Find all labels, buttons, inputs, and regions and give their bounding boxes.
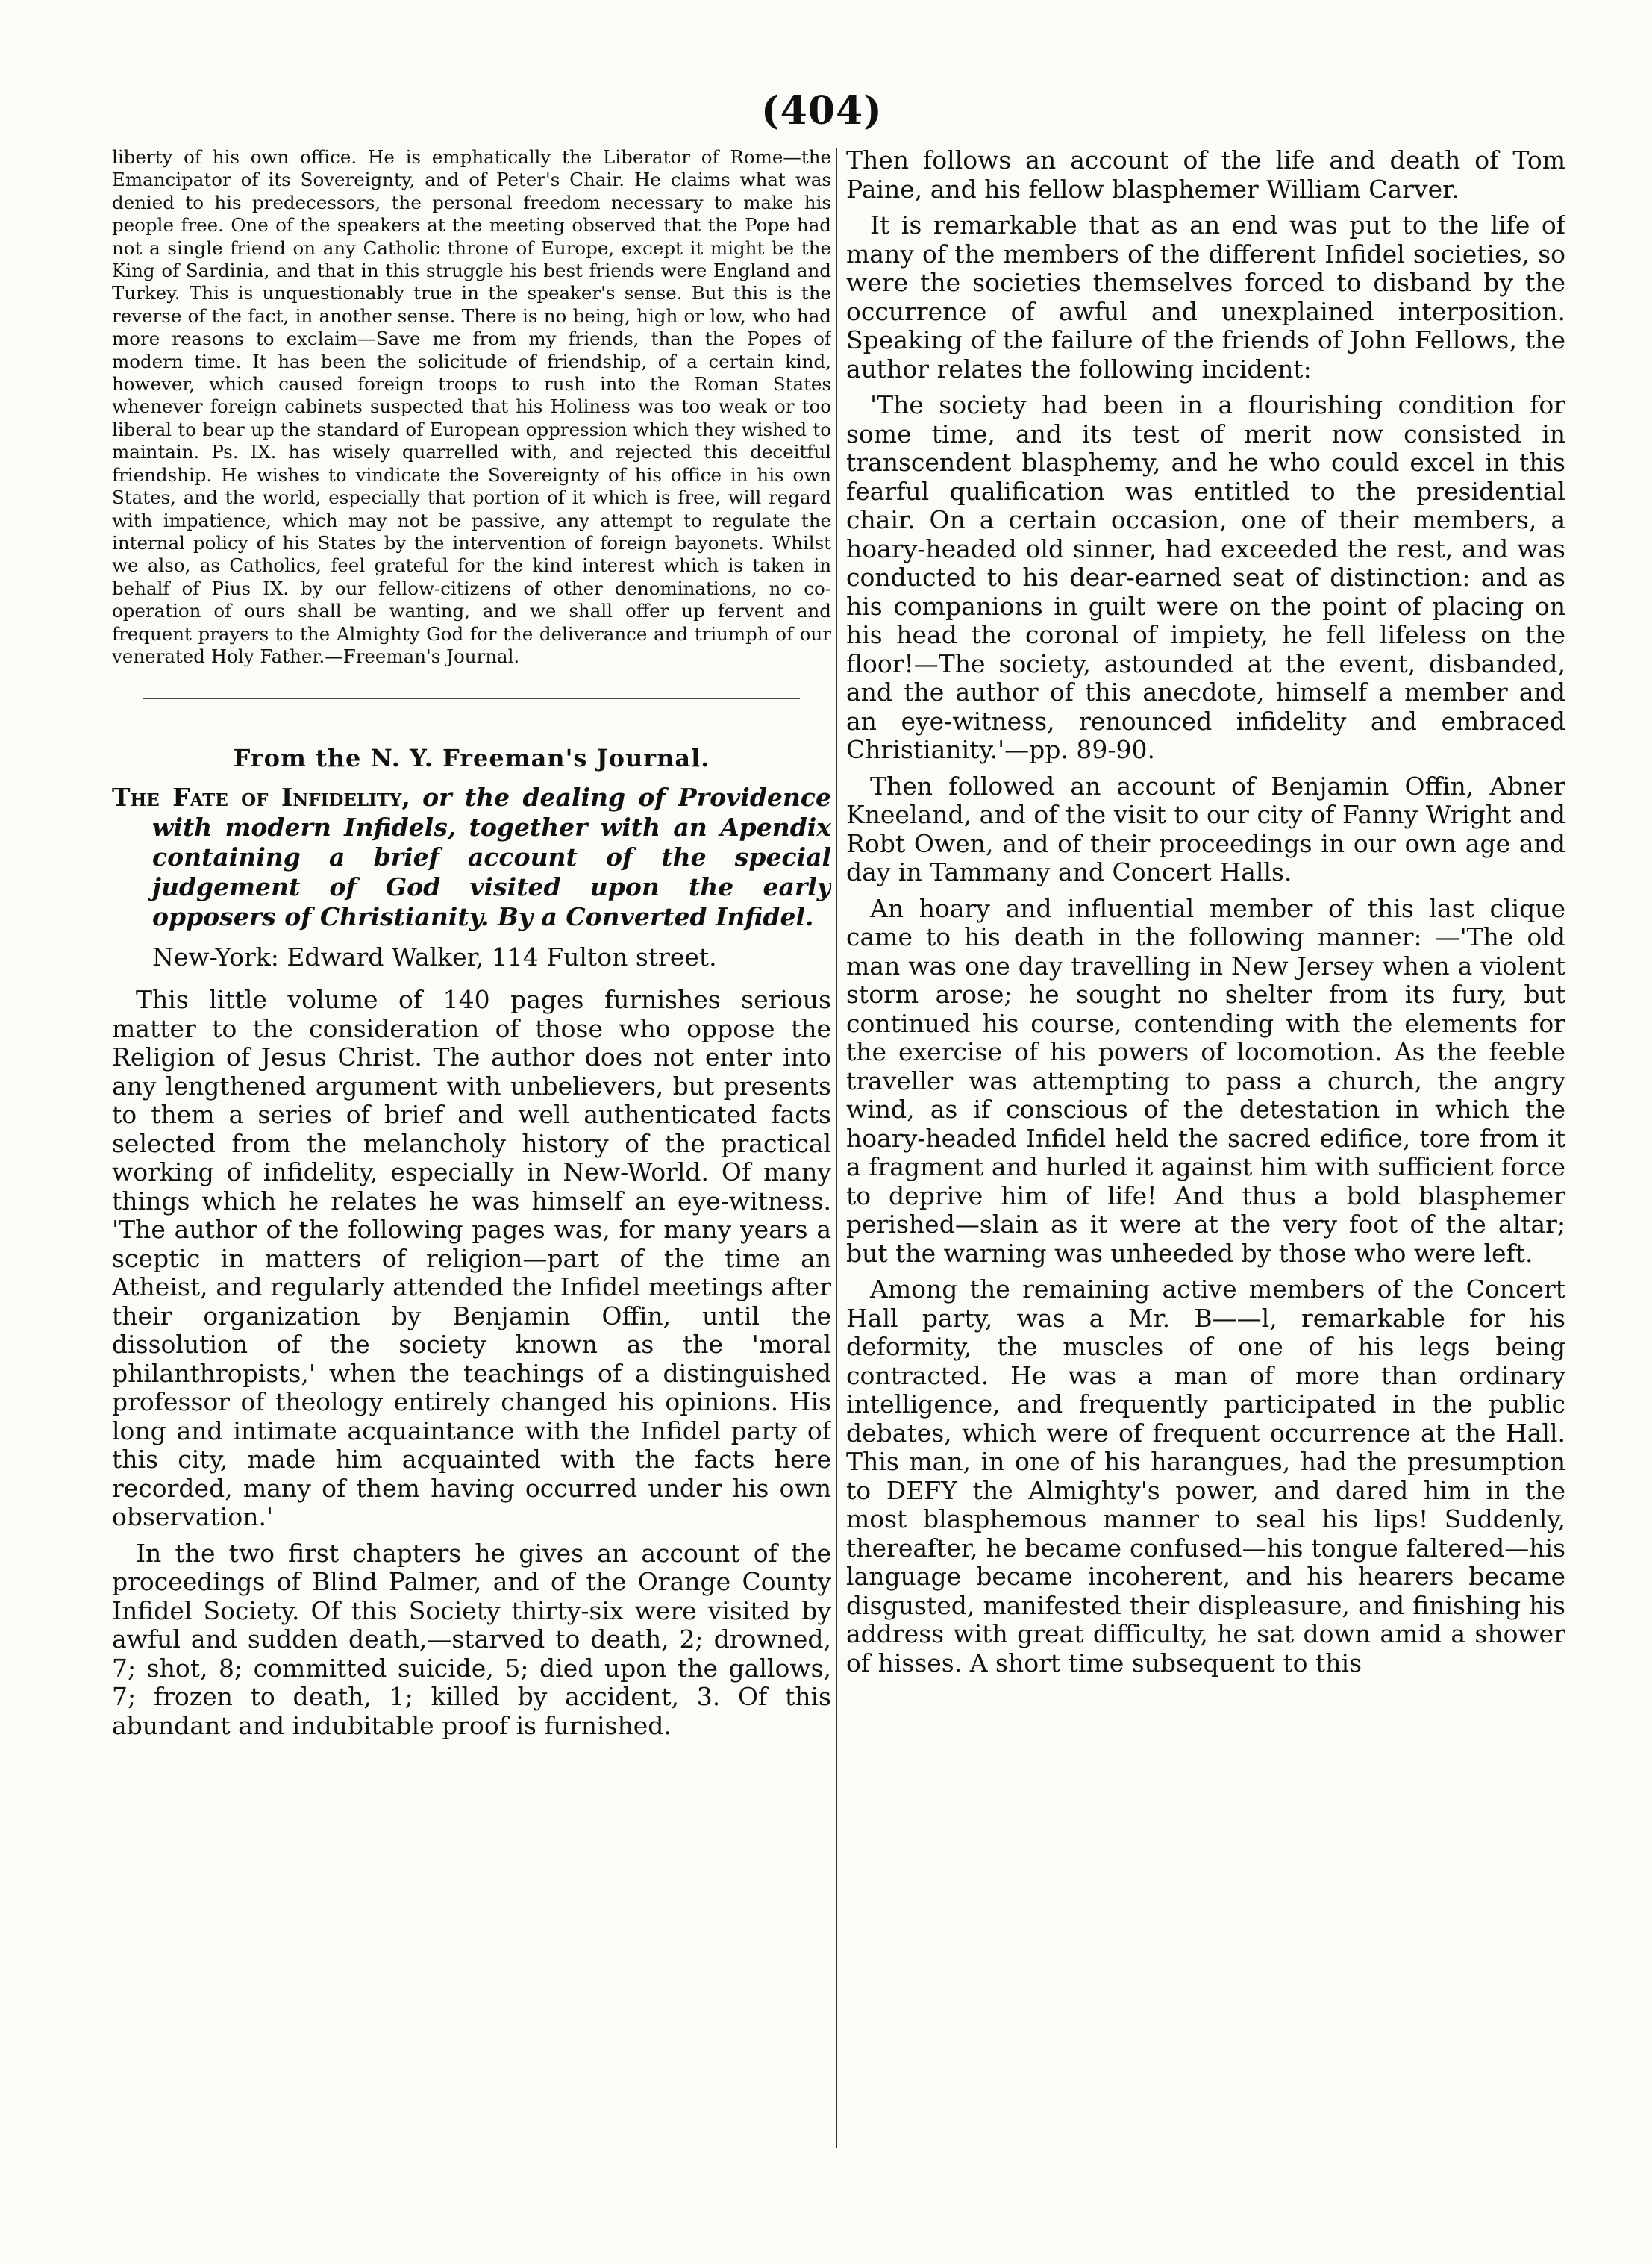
review-paragraph: This little volume of 140 pages furnishes serious matter to the consideration of those who oppose the Religion of Jesus Christ. The author does not enter into any lengthened argument with unbelievers, but presents to them a series of brief and well authenticated facts selected from the melancholy history of the practical working of infidelity, especially in New-World. Of many things which he relates he was himself an eye-witness. 'The author of the following pages was, for many years a sceptic in matters of religion—part of the time an Atheist, and regularly attended the Infidel meetings after their organization by Benjamin Offin, until the dissolution of the society known as the 'moral philanthropists,' when the teachings of a distinguished professor of theology entirely changed his opinions. His long and intimate acquaintance with the Infidel party of this city, made him acquainted with the facts here recorded, many of them having occurred under his own observation.': [112, 985, 831, 1532]
review-paragraph: Among the remaining active members of the Concert Hall party, was a Mr. B——l, remarkable for his deformity, the muscles of one of his legs being contracted. He was a man of more than ordinary intelligence, and frequently participated in the public debates, which were of frequent occurrence at the Hall. This man, in one of his harangues, had the presumption to DEFY the Almighty's power, and dared him in the most blasphemous manner to seal his lips! Suddenly, thereafter, he became confused—his tongue faltered—his language became incoherent, and his hearers became disgusted, manifested their displeasure, and finishing his address with great difficulty, he sat down amid a shower of hisses. A short time subsequent to this: [846, 1275, 1565, 1677]
right-column: [846, 146, 1565, 2154]
review-quote-paragraph: 'The society had been in a flourishing condition for some time, and its test of merit now consisted in transcendent blasphemy, and he who could excel in this fearful qualification was entitled to the presidential chair. On a certain occasion, one of their members, a hoary-headed old sinner, had exceeded the rest, and was conducted to his dear-earned seat of distinction: and as his companions in guilt were on the point of placing on his head the coronal of impiety, he fell lifeless on the floor!—The society, astounded at the event, disbanded, and the author of this anecdote, himself a member and an eye-witness, renounced infidelity and embraced Christianity.'—pp. 89-90.: [846, 390, 1565, 764]
review-body-left: [112, 986, 831, 1740]
page-number: (404): [761, 88, 883, 134]
article-source-heading: From the N. Y. Freeman's Journal.: [233, 744, 710, 773]
book-title: The Fate of Infidelity,: [112, 783, 410, 813]
review-paragraph: It is remarkable that as an end was put to the life of many of the members of the different Infidel societies, so were the societies themselves forced to disband by the occurrence of awful and unexplained interposition. Speaking of the failure of the friends of John Fellows, the author relates the following incident:: [846, 210, 1565, 384]
review-paragraph: Then follows an account of the life and death of Tom Paine, and his fellow blasphemer William Carver.: [846, 146, 1565, 204]
review-paragraph: Then followed an account of Benjamin Offin, Abner Kneeland, and of the visit to our city of Fanny Wright and Robt Owen, and of their proceedings in our own age and day in Tammany and Concert Halls.: [846, 771, 1565, 886]
previous-article-continuation: [112, 146, 831, 668]
review-paragraph: In the two first chapters he gives an account of the proceedings of Blind Palmer, and of the Orange County Infidel Society. Of this Society thirty-six were visited by awful and sudden death,—starved to death, 2; drowned, 7; shot, 8; committed suicide, 5; died upon the gallows, 7; frozen to death, 1; killed by accident, 3. Of this abundant and indubitable proof is furnished.: [112, 1538, 831, 1740]
review-body-right: [846, 146, 1565, 1677]
left-column: [112, 146, 831, 2154]
previous-article-text: liberty of his own office. He is emphatically the Liberator of Rome—the Emancipator of its Sovereignty, and of Peter's Chair. He claims what was denied to his predecessors, the personal freedom necessary to make his people free. One of the speakers at the meeting observed that the Pope had not a single friend on any Catholic throne of Europe, except it might be the King of Sardinia, and that in this struggle his best friends were England and Turkey. This is unquestionably true in the speaker's sense. But this is the reverse of the fact, in another sense. There is no being, high or low, who had more reasons to exclaim—Save me from my friends, than the Popes of modern time. It has been the solicitude of friendship, of a certain kind, however, which caused foreign troops to rush into the Roman States whenever foreign cabinets suspected that his Holiness was too weak or too liberal to bear up the standard of European oppression which they wished to maintain. Ps. IX. has wisely quarrelled with, and rejected this deceitful friendship. He wishes to vindicate the Sovereignty of his office in his own States, and the world, especially that portion of it which is free, will regard with impatience, which may not be passive, any attempt to regulate the internal policy of his States by the intervention of foreign bayonets. Whilst we also, as Catholics, feel grateful for the kind interest which is taken in behalf of Pius IX. by our fellow-citizens of other denominations, no co-operation of ours shall be wanting, and we shall offer up fervent and frequent prayers to the Almighty God for the deliverance and triumph of our venerated Holy Father.—Freeman's Journal.: [112, 146, 831, 667]
review-paragraph: An hoary and influential member of this last clique came to his death in the following manner: —'The old man was one day travelling in New Jersey when a violent storm arose; he sought no shelter from its fury, but continued his course, contending with the elements for the exercise of his powers of locomotion. As the feeble traveller was attempting to pass a church, the angry wind, as if conscious of the detestation in which the hoary-headed Infidel held the sacred edifice, tore from it a fragment and hurled it against him with sufficient force to deprive him of life! And thus a bold blasphemer perished—slain as it were at the very foot of the altar; but the warning was unheeded by those who were left.: [846, 893, 1565, 1268]
book-subtitle: or the dealing of Providence with modern Infidels, together with an Apendix containing a brief account of the special judgement of God visited upon the early opposers of Christianity. By a Converted Infidel.: [152, 783, 831, 932]
book-imprint: New-York: Edward Walker, 114 Fulton street.: [152, 942, 717, 972]
book-citation: [112, 783, 831, 932]
column-divider: [836, 148, 837, 2148]
article-separator: [143, 698, 800, 699]
